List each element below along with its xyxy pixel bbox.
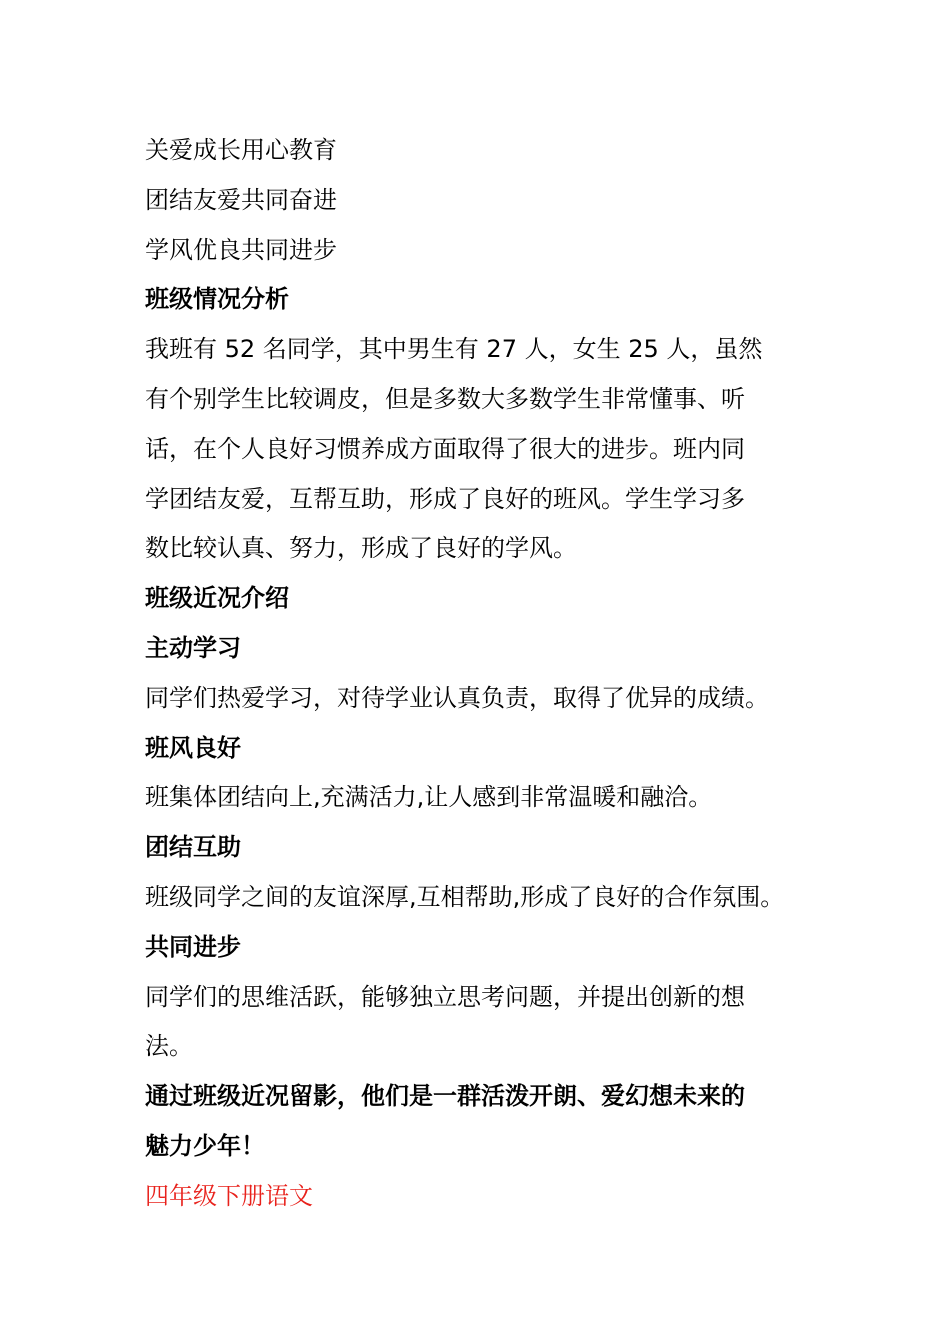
document-body: [145, 126, 825, 1222]
section-heading: 团结互助: [145, 833, 241, 862]
slogan-line: 团结友爱共同奋进: [145, 185, 337, 214]
section-text: 同学们的思维活跃，能够独立思考问题，并提出创新的想: [145, 982, 745, 1011]
section-text: 同学们热爱学习，对待学业认真负责，取得了优异的成绩。: [145, 683, 769, 712]
analysis-paragraph-line: 我班有 52 名同学，其中男生有 27 人，女生 25 人，虽然: [145, 335, 763, 364]
closing-line: 通过班级近况留影，他们是一群活泼开朗、爱幻想未来的: [145, 1082, 745, 1111]
slogan-line: 学风优良共同进步: [145, 235, 337, 264]
section-text: 法。: [145, 1032, 193, 1061]
footer-label: 四年级下册语文: [145, 1181, 313, 1210]
closing-line: 魅力少年！: [145, 1131, 265, 1160]
section-heading: 共同进步: [145, 932, 241, 961]
analysis-heading: 班级情况分析: [145, 285, 289, 314]
section-text: 班集体团结向上,充满活力,让人感到非常温暖和融洽。: [145, 783, 713, 812]
section-text: 班级同学之间的友谊深厚,互相帮助,形成了良好的合作氛围。: [145, 882, 785, 911]
intro-heading: 班级近况介绍: [145, 584, 289, 613]
analysis-paragraph-line: 有个别学生比较调皮，但是多数大多数学生非常懂事、听: [145, 384, 745, 413]
section-heading: 班风良好: [145, 733, 241, 762]
analysis-paragraph-line: 数比较认真、努力，形成了良好的学风。: [145, 534, 577, 563]
analysis-paragraph-line: 话，在个人良好习惯养成方面取得了很大的进步。班内同: [145, 434, 745, 463]
analysis-paragraph-line: 学团结友爱，互帮互助，形成了良好的班风。学生学习多: [145, 484, 745, 513]
section-heading: 主动学习: [145, 633, 241, 662]
slogan-line: 关爱成长用心教育: [145, 136, 337, 164]
